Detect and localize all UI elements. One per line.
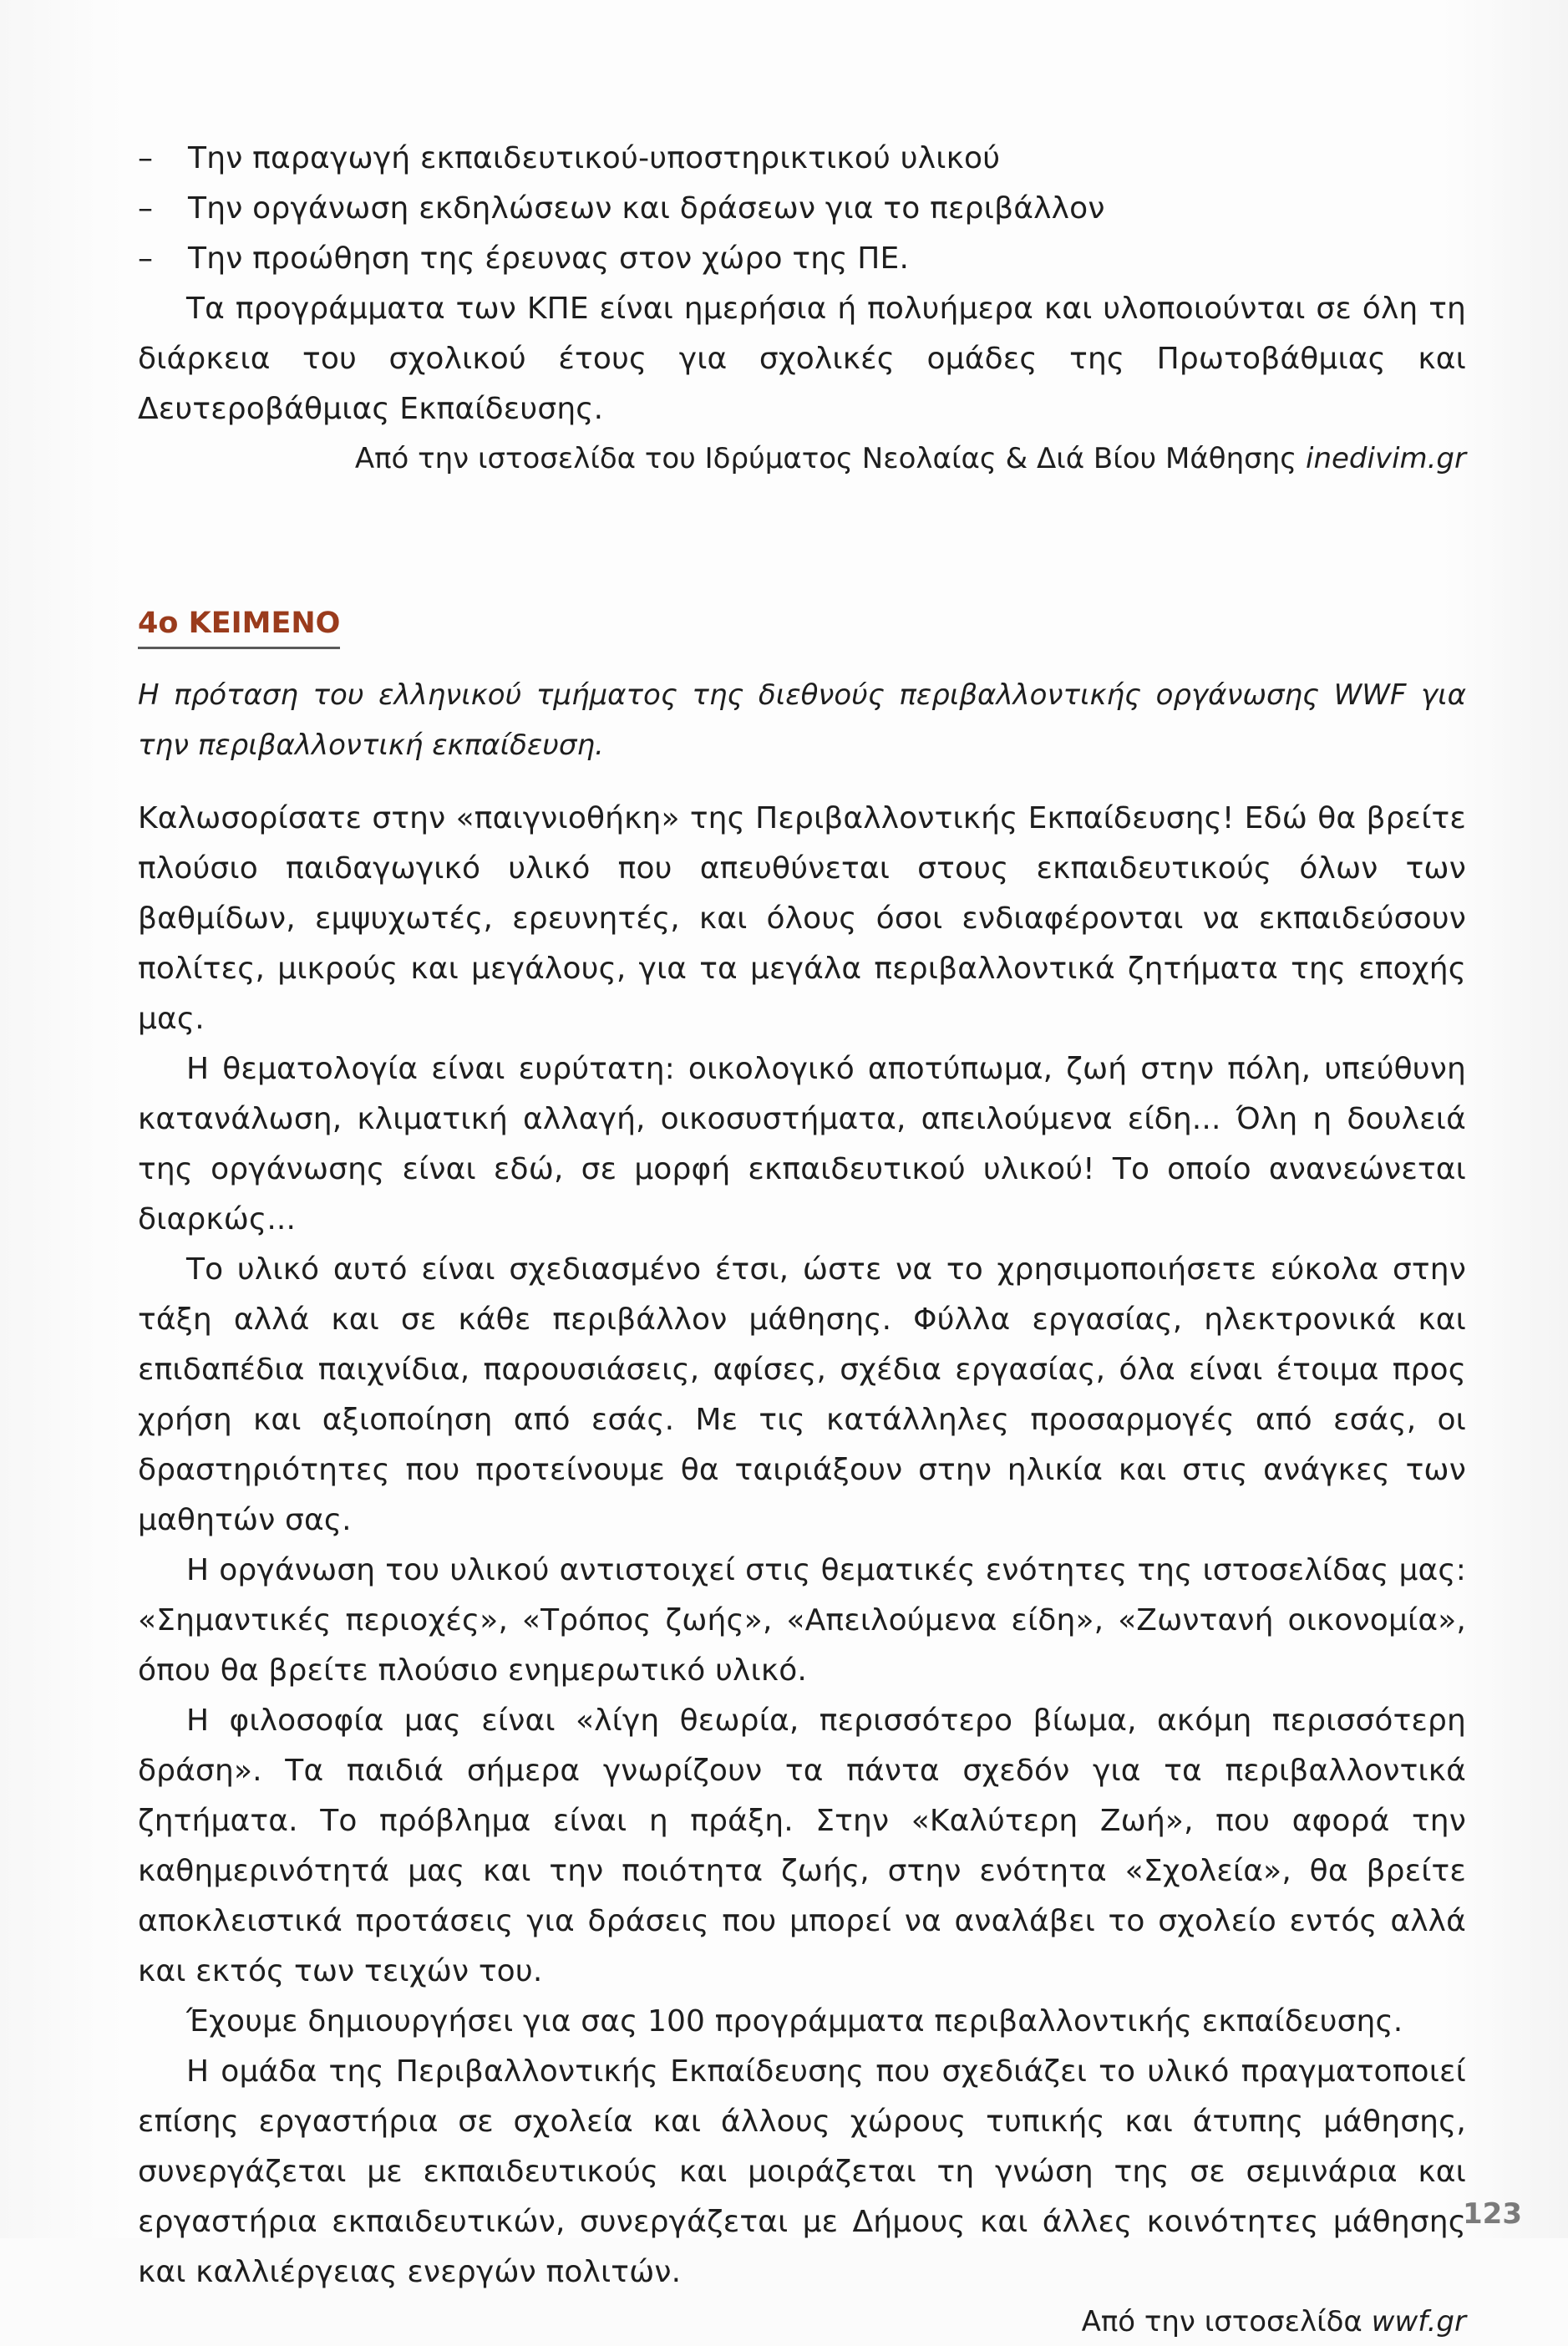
paragraph: Καλωσορίσατε στην «παιγνιοθήκη» της Περιβαλλοντικής Εκπαίδευσης! Εδώ θα βρείτε πλούσιο παιδαγωγικό υλικό που απευθύνεται στους εκπαιδευτικούς όλων των βαθμίδων, εμψυχωτές, ερευνητές, και όλους όσοι ενδιαφέρονται να εκπαιδεύσουν πολίτες, μικρούς και μεγάλους, για τα μεγάλα περιβαλλοντικά ζητήματα της εποχής μας. — [138, 801, 1466, 1036]
paragraph: Τα προγράμματα των ΚΠΕ είναι ημερήσια ή πολυήμερα και υλοποιούνται σε όλη τη διάρκεια του σχολικού έτους για σχολικές ομάδες της Πρωτοβάθμιας και Δευτεροβάθμιας Εκπαίδευσης. — [138, 292, 1466, 426]
section-heading: 4ο ΚΕΙΜΕΝΟ — [138, 602, 340, 649]
source-site: wwf.gr — [1371, 2305, 1466, 2338]
paragraph: Το υλικό αυτό είναι σχεδιασμένο έτσι, ώστε να το χρησιμοποιήσετε εύκολα στην τάξη αλλά και σε κάθε περιβάλλον μάθησης. Φύλλα εργασίας, ηλεκτρονικά και επιδαπέδια παιχνίδια, παρουσιάσεις, αφίσες, σχέδια εργασίας, όλα είναι έτοιμα προς χρήση και αξιοποίηση από εσάς. Με τις κατάλληλες προσαρμογές από εσάς, οι δραστηριότητες που προτείνουμε θα ταιριάξουν στην ηλικία και στις ανάγκες των μαθητών σας. — [138, 1252, 1466, 1537]
list-item-text: Την οργάνωση εκδηλώσεων και δράσεων για το περιβάλλον — [188, 191, 1105, 226]
section-intro: Η πρόταση του ελληνικού τμήματος της διεθνούς περιβαλλοντικής οργάνωσης WWF για την περιβαλλοντική εκπαίδευση. — [138, 678, 1466, 762]
paragraph: Η ομάδα της Περιβαλλοντικής Εκπαίδευσης που σχεδιάζει το υλικό πραγματοποιεί επίσης εργαστήρια σε σχολεία και άλλους χώρους τυπικής και άτυπης μάθησης, συνεργάζεται με εκπαιδευτικούς και μοιράζεται τη γνώση της σε σεμινάρια και εργαστήρια εκπαιδευτικών, συνεργάζεται με Δήμους και άλλες κοινότητες μάθησης και καλλιέργειας ενεργών πολιτών. — [138, 2054, 1466, 2289]
section-1 — [138, 134, 1466, 483]
paragraph: Η θεματολογία είναι ευρύτατη: οικολογικό αποτύπωμα, ζωή στην πόλη, υπεύθυνη κατανάλωση, κλιματική αλλαγή, οικοσυστήματα, απειλούμενα είδη... Όλη η δουλειά της οργάνωσης είναι εδώ, σε μορφή εκπαιδευτικού υλικού! Το οποίο ανανεώνεται διαρκώς... — [138, 1052, 1466, 1236]
list-dash: – — [138, 241, 154, 276]
source-citation — [138, 2298, 1466, 2346]
source-citation — [138, 434, 1466, 483]
source-text: Από την ιστοσελίδα του Ιδρύματος Νεολαίας & Διά Βίου Μάθησης — [354, 442, 1306, 475]
list-item — [138, 184, 1466, 234]
paragraph: Η φιλοσοφία μας είναι «λίγη θεωρία, περισσότερο βίωμα, ακόμη περισσότερη δράση». Τα παιδιά σήμερα γνωρίζουν τα πάντα σχεδόν για τα περιβαλλοντικά ζητήματα. Το πρόβλημα είναι η πράξη. Στην «Καλύτερη Ζωή», που αφορά την καθημερινότητά μας και την ποιότητα ζωής, στην ενότητα «Σχολεία», θα βρείτε αποκλειστικά προτάσεις για δράσεις που μπορεί να αναλάβει το σχολείο εντός αλλά και εκτός των τειχών του. — [138, 1704, 1466, 1988]
list-item-text: Την παραγωγή εκπαιδευτικού-υποστηρικτικού υλικού — [188, 141, 1001, 175]
paragraph: Η οργάνωση του υλικού αντιστοιχεί στις θεματικές ενότητες της ιστοσελίδας μας: «Σημαντικές περιοχές», «Τρόπος ζωής», «Απειλούμενα είδη», «Ζωντανή οικονομία», όπου θα βρείτε πλούσιο ενημερωτικό υλικό. — [138, 1553, 1466, 1688]
list-item — [138, 134, 1466, 184]
page-number: 123 — [1463, 2197, 1522, 2231]
list-dash: – — [138, 191, 154, 226]
paragraph: Έχουμε δημιουργήσει για σας 100 προγράμματα περιβαλλοντικής εκπαίδευσης. — [186, 2004, 1403, 2039]
list-item — [138, 234, 1466, 284]
section-2-body — [138, 794, 1466, 2346]
list-dash: – — [138, 141, 154, 175]
source-text: Από την ιστοσελίδα — [1081, 2305, 1372, 2338]
list-item-text: Την προώθηση της έρευνας στον χώρο της ΠΕ. — [188, 241, 910, 276]
source-site: inedivim.gr — [1306, 442, 1466, 475]
